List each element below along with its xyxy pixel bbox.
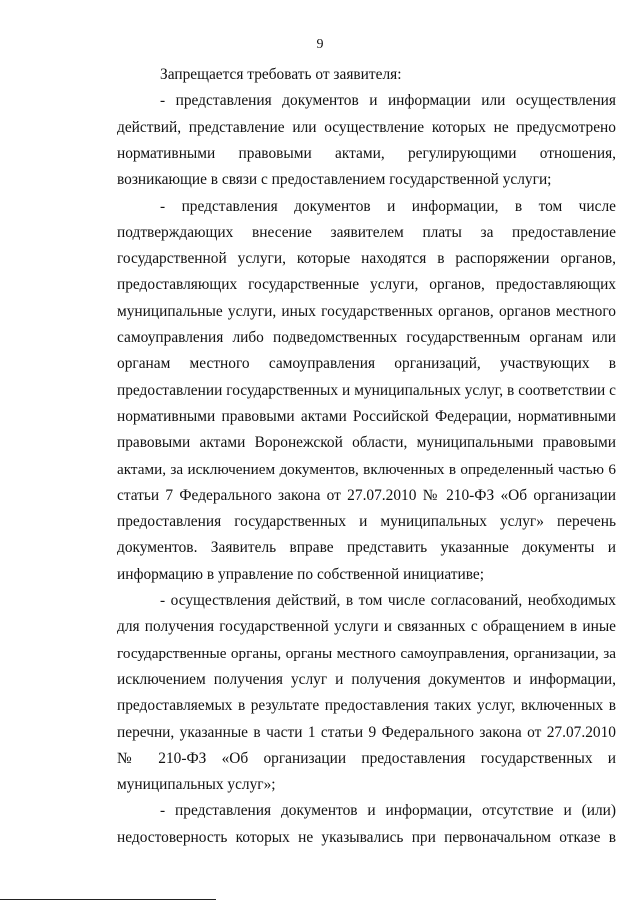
text-line: предоставления государственных и муниципальных услуг» перечень [117, 513, 616, 531]
text-line: нормативными правовыми актами Российской Федерации, нормативными [117, 407, 616, 425]
text-line: предоставлении государственных и муниципальных услуг, в соответствии с [117, 381, 616, 399]
text-line: Запрещается требовать от заявителя: [160, 66, 402, 83]
text-line: правовыми актами Воронежской области, муниципальными правовыми [117, 434, 616, 452]
text-line: документов. Заявитель вправе представить указанные документы и [117, 539, 616, 557]
text-line: органам местного самоуправления организаций, участвующих в [117, 355, 616, 373]
text-line: самоуправления либо подведомственных государственным органам или [117, 329, 616, 346]
text-line: информацию в управление по собственной инициативе; [117, 565, 484, 583]
text-line: предоставляющих государственные услуги, органов, предоставляющих [117, 276, 616, 294]
footnote-divider [0, 899, 216, 900]
text-line: недостоверность которых не указывались при первоначальном отказе в [117, 828, 616, 846]
text-line: действий, представление или осуществление которых не предусмотрено [117, 118, 616, 136]
text-line: - представления документов и информации, в том числе [160, 197, 616, 215]
text-line: муниципальных услуг»; [117, 776, 276, 794]
text-line: - представления документов и информации или осуществления [160, 92, 616, 110]
text-line: - представления документов и информации, отсутствие и (или) [160, 802, 616, 820]
text-line: государственной услуги, которые находятся в распоряжении органов, [117, 250, 616, 268]
page-number: 9 [316, 37, 324, 52]
text-line: для получения государственной услуги и связанных с обращением в иные [117, 618, 616, 636]
text-line: государственные органы, органы местного самоуправления, организации, за [117, 644, 616, 662]
text-line: подтверждающих внесение заявителем платы за предоставление [117, 223, 616, 241]
text-line: статьи 7 Федерального закона от 27.07.2010 № 210-ФЗ «Об организации [117, 486, 616, 504]
text-line: актами, за исключением документов, включенных в определенный частью 6 [117, 460, 616, 478]
text-line: нормативными правовыми актами, регулирующими отношения, [117, 144, 616, 162]
text-line: исключением получения услуг и получения документов и информации, [117, 670, 616, 688]
text-line: - осуществления действий, в том числе согласований, необходимых [160, 592, 616, 609]
text-line: предоставляемых в результате предоставления таких услуг, включенных в [117, 697, 616, 715]
text-line: муниципальные услуги, иных государственных органов, органов местного [117, 302, 616, 320]
text-line: № 210-ФЗ «Об организации предоставления государственных и [117, 749, 616, 767]
text-line: возникающие в связи с предоставлением государственной услуги; [117, 171, 552, 189]
text-line: перечни, указанные в части 1 статьи 9 Федерального закона от 27.07.2010 [117, 723, 616, 741]
